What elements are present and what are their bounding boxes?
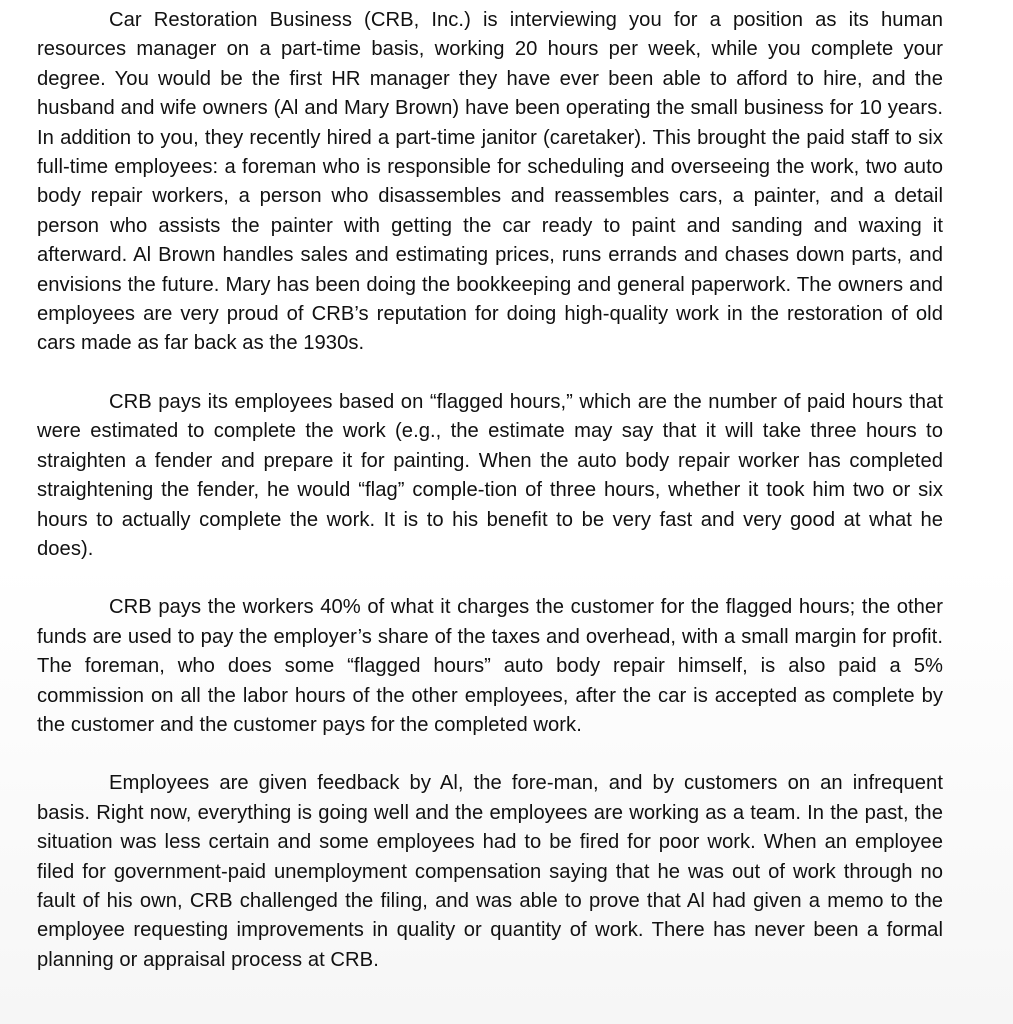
paragraph-intro: Car Restoration Business (CRB, Inc.) is interviewing you for a position as its human resources manager on a part-time basis, working 20 hours per week, while you complete your degree. You would be the first HR manager they have ever been able to afford to hire, and the husband and wife owners (Al and Mary Brown) have been operating the small business for 10 years. In addition to you, they recently hired a part-time janitor (caretaker). This brought the paid staff to six full-time employees: a foreman who is responsible for scheduling and overseeing the work, two auto body repair workers, a person who disassembles and reassembles cars, a painter, and a detail person who assists the painter with getting the car ready to paint and sanding and waxing it afterward. Al Brown handles sales and estimating prices, runs errands and chases down parts, and envisions the future. Mary has been doing the bookkeeping and general paperwork. The owners and employees are very proud of CRB’s reputation for doing high-quality work in the restoration of old cars made as far back as the 1930s. [37, 9, 943, 355]
paragraph-feedback: Employees are given feedback by Al, the fore-man, and by customers on an infrequent basis. Right now, everything is going well and the employees are working as a team. In the past, the situation was less certain and some employees had to be fired for poor work. When an employee filed for government-paid unemployment compensation saying that he was out of work through no fault of his own, CRB challenged the filing, and was able to prove that Al had given a memo to the employee requesting improvements in quality or quantity of work. There has never been a formal planning or appraisal process at CRB. [37, 772, 943, 971]
paragraph-pay-structure: CRB pays the workers 40% of what it charges the customer for the flagged hours; the other funds are used to pay the employer’s share of the taxes and overhead, with a small margin for profit. The foreman, who does some “flagged hours” auto body repair himself, is also paid a 5% commission on all the labor hours of the other employees, after the car is accepted as complete by the customer and the customer pays for the completed work. [37, 596, 943, 736]
paragraph-flagged-hours: CRB pays its employees based on “flagged hours,” which are the number of paid hours that were estimated to complete the work (e.g., the estimate may say that it will take three hours to straighten a fender and prepare it for painting. When the auto body repair worker has completed straightening the fender, he would “flag” comple-tion of three hours, whether it took him two or six hours to actually complete the work. It is to his benefit to be very fast and very good at what he does). [37, 390, 943, 560]
